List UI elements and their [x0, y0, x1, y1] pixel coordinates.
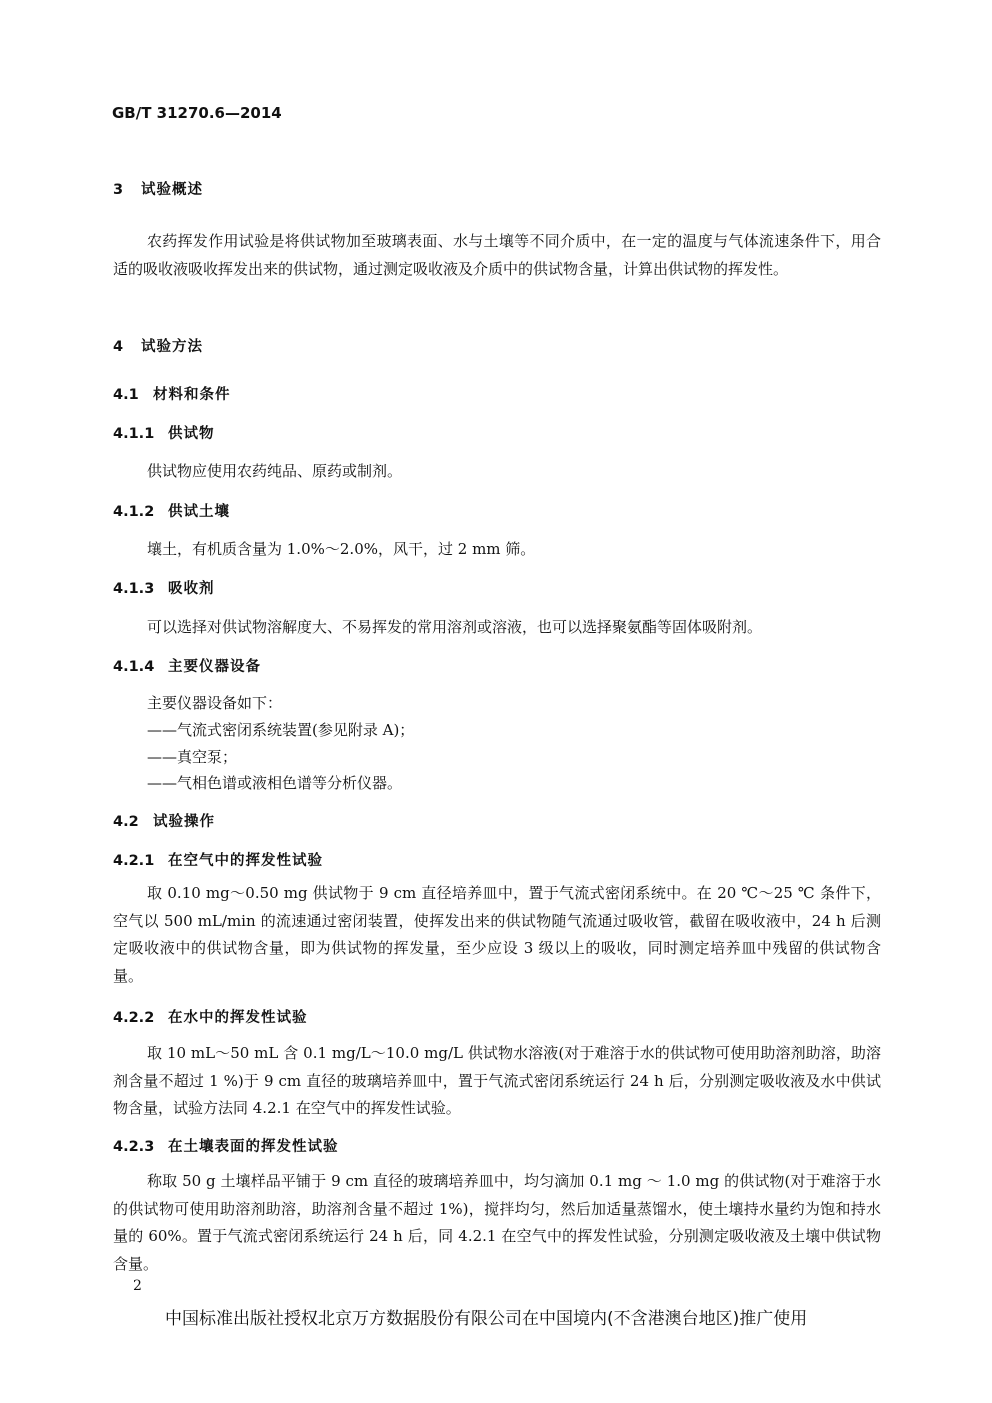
- section-heading-4-1-4: [113, 655, 261, 676]
- standard-code: GB/T 31270.6—2014: [112, 104, 282, 122]
- section-title: 主要仪器设备: [168, 659, 261, 675]
- equipment-list-item: ——气相色谱或液相色谱等分析仪器。: [147, 774, 403, 792]
- section-4-2-3-paragraph: 称取 50 g 土壤样品平铺于 9 cm 直径的玻璃培养皿中，均匀滴加 0.1 mg ～ 1.0 mg 的供试物(对于难溶于水的供试物可使用助溶剂助溶，助溶剂含量不超过 1%)，搅拌均匀，然后加适量蒸馏水，使土壤持水量约为饱和持水量的 60%。置于气流式密闭系统运行 24 h 后，同 4.2.1 在空气中的挥发性试验，分别测定吸收液及土壤中供试物含量。: [113, 1172, 881, 1273]
- section-heading-4-1-3: [113, 577, 215, 598]
- section-number: 4.2.2: [113, 1010, 155, 1026]
- section-title: 在水中的挥发性试验: [168, 1010, 308, 1026]
- footer-notice: 中国标准出版社授权北京万方数据股份有限公司在中国境内(不含港澳台地区)推广使用: [165, 1309, 808, 1329]
- section-title: 在土壤表面的挥发性试验: [168, 1139, 339, 1155]
- section-title: 试验概述: [141, 182, 203, 198]
- section-title: 吸收剂: [168, 581, 215, 597]
- section-title: 材料和条件: [153, 387, 231, 403]
- section-title: 试验方法: [141, 339, 203, 355]
- section-number: 4.2.3: [113, 1139, 155, 1155]
- section-number: 4.1.3: [113, 581, 155, 597]
- section-title: 在空气中的挥发性试验: [168, 853, 323, 869]
- section-number: 4.1: [113, 387, 139, 403]
- page-number: 2: [133, 1278, 142, 1294]
- section-number: 4.1.2: [113, 504, 155, 520]
- section-3-paragraph: 农药挥发作用试验是将供试物加至玻璃表面、水与土壤等不同介质中，在一定的温度与气体流速条件下，用合适的吸收液吸收挥发出来的供试物，通过测定吸收液及介质中的供试物含量，计算出供试物的挥发性。: [113, 232, 881, 278]
- section-4-2-2-paragraph: 取 10 mL～50 mL 含 0.1 mg/L～10.0 mg/L 供试物水溶液(对于难溶于水的供试物可使用助溶剂助溶，助溶剂含量不超过 1 %)于 9 cm 直径的玻璃培养皿中，置于气流式密闭系统运行 24 h 后，分别测定吸收液及水中供试物含量，试验方法同 4.2.1 在空气中的挥发性试验。: [113, 1044, 881, 1117]
- section-heading-4-2: [113, 810, 215, 831]
- section-heading-4-1-2: [113, 500, 230, 521]
- section-number: 3: [113, 182, 124, 198]
- section-4-1-2-text: 壤土，有机质含量为 1.0%～2.0%，风干，过 2 mm 筛。: [147, 540, 536, 558]
- section-number: 4.2.1: [113, 853, 155, 869]
- section-heading-3: [113, 178, 203, 199]
- section-heading-4-1: [113, 383, 231, 404]
- section-number: 4.1.1: [113, 426, 155, 442]
- section-4-2-1-paragraph: 取 0.10 mg～0.50 mg 供试物于 9 cm 直径培养皿中，置于气流式密闭系统中。在 20 ℃～25 ℃ 条件下，空气以 500 mL/min 的流速通过密闭装置，使挥发出来的供试物随气流通过吸收管，截留在吸收液中，24 h 后测定吸收液中的供试物含量，即为供试物的挥发量，至少应设 3 级以上的吸收，同时测定培养皿中残留的供试物含量。: [113, 884, 881, 985]
- equipment-list-item: ——气流式密闭系统装置(参见附录 A)；: [147, 721, 415, 739]
- section-4-1-3-text: 可以选择对供试物溶解度大、不易挥发的常用溶剂或溶液，也可以选择聚氨酯等固体吸附剂。: [147, 618, 763, 636]
- section-number: 4: [113, 339, 124, 355]
- equipment-list-item: ——真空泵；: [147, 748, 238, 766]
- equipment-intro: 主要仪器设备如下：: [147, 694, 283, 712]
- section-number: 4.1.4: [113, 659, 155, 675]
- section-heading-4-2-3: [113, 1135, 339, 1156]
- section-heading-4-1-1: [113, 422, 215, 443]
- section-heading-4-2-2: [113, 1006, 308, 1027]
- section-heading-4: [113, 335, 203, 356]
- section-number: 4.2: [113, 814, 139, 830]
- section-heading-4-2-1: [113, 849, 323, 870]
- section-title: 试验操作: [153, 814, 215, 830]
- section-title: 供试土壤: [168, 504, 230, 520]
- section-title: 供试物: [168, 426, 215, 442]
- section-4-1-1-text: 供试物应使用农药纯品、原药或制剂。: [147, 462, 403, 480]
